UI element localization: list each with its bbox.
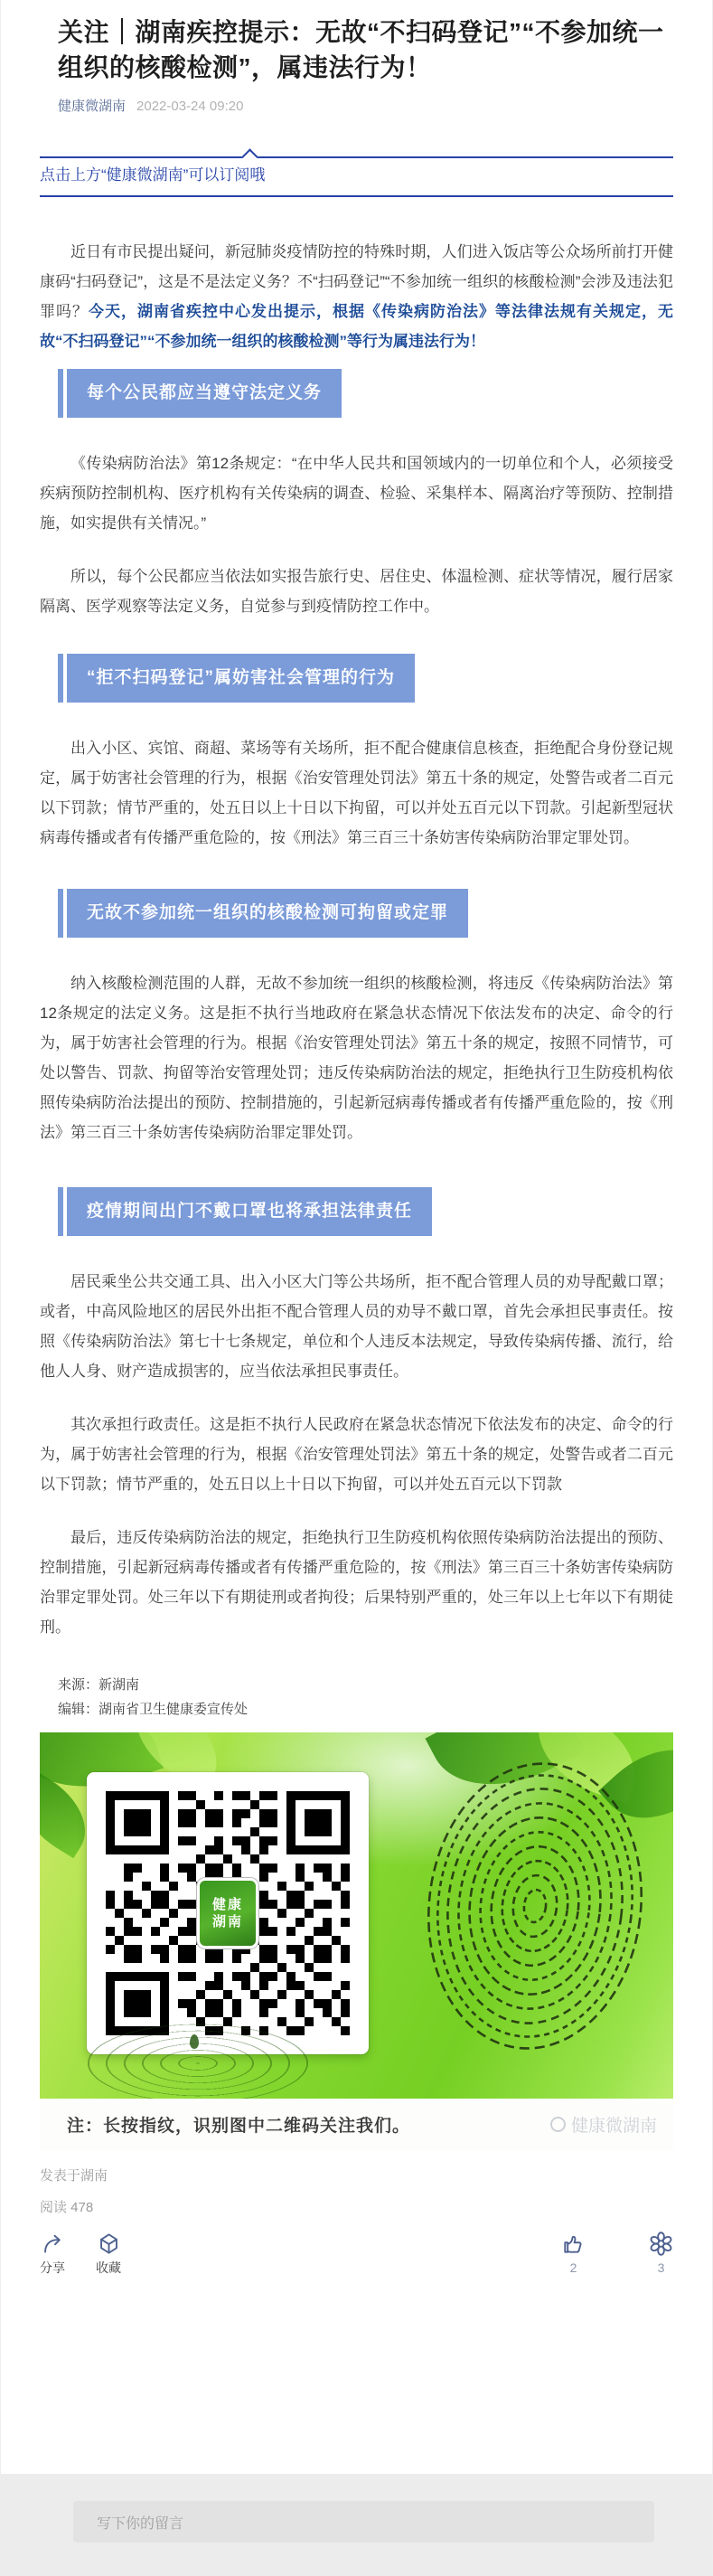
- qr-center-logo: [197, 1878, 258, 1949]
- share-arrow-icon: [41, 2232, 65, 2256]
- flower-wow-icon: [649, 2232, 673, 2256]
- section-title: 每个公民都应当遵守法定义务: [67, 369, 342, 418]
- section-header-1: [58, 369, 673, 418]
- water-ripple: [76, 2020, 320, 2107]
- publish-date: 2022-03-24 09:20: [136, 99, 244, 114]
- qr-logo-text: 健康: [211, 1897, 243, 1912]
- paragraph-mask-civil: 居民乘坐公共交通工具、出入小区大门等公共场所，拒不配合管理人员的劝导配戴口罩；或者，中高风险地区的居民外出拒不配合管理人员的劝导不戴口罩，首先会承担民事责任。按照《传染病防治法》第七十七条规定，单位和个人违反本法规定，导致传染病传播、流行，给他人人身、财产造成损害的，应当依法承担民事责任。: [40, 1273, 673, 1380]
- paragraph-mask-criminal: 最后，违反传染病防治法的规定，拒绝执行卫生防疫机构依照传染病防治法提出的预防、控制措施，引起新冠病毒传播或者有传播严重危险的，按《刑法》第三百三十条妨害传染病防治罪定罪处罚。处三年以下有期徒刑或者拘役；后果特别严重的，处三年以上七年以下有期徒刑。: [40, 1529, 673, 1636]
- account-link[interactable]: 健康微湖南: [58, 99, 127, 114]
- paragraph-intro: [40, 237, 673, 356]
- article-meta: [58, 97, 676, 116]
- section-title: 疫情期间出门不戴口罩也将承担法律责任: [67, 1187, 432, 1236]
- share-label: 分享: [40, 2260, 65, 2275]
- wow-button[interactable]: [649, 2232, 673, 2275]
- paragraph-law12: 《传染病防治法》第12条规定：“在中华人民共和国领域内的一切单位和个人，必须接受疾病预防控制机构、医疗机构有关传染病的调查、检验、采集样本、隔离治疗等预防、控制措施，如实提供有关情况。”: [40, 455, 673, 532]
- action-bar: [40, 2232, 673, 2275]
- source-line: 来源：新湖南: [58, 1677, 140, 1693]
- section-bar: [58, 889, 63, 938]
- section-header-2: [58, 654, 673, 703]
- qr-promo-image[interactable]: [40, 1732, 673, 2150]
- watermark-logo-icon: [550, 2117, 566, 2132]
- thumb-up-icon: [561, 2232, 586, 2256]
- read-count: 阅读 478: [40, 2200, 94, 2215]
- qr-code-card[interactable]: [87, 1772, 369, 2054]
- section-title: 无故不参加统一组织的核酸检测可拘留或定罪: [67, 889, 468, 938]
- wow-count: 3: [657, 2260, 665, 2275]
- figure-caption: [40, 2099, 673, 2150]
- subscribe-banner-text: 点击上方“健康微湖南”可以订阅哦: [40, 166, 266, 184]
- section-header-4: [58, 1187, 673, 1236]
- comment-section: [1, 2474, 712, 2576]
- paragraph-duty: 所以，每个公民都应当依法如实报告旅行史、居住史、体温检测、症状等情况，履行居家隔离、医学观察等法定义务，自觉参与到疫情防控工作中。: [40, 568, 673, 615]
- paragraph-nucleic-test: 纳入核酸检测范围的人群，无故不参加统一组织的核酸检测，将违反《传染病防治法》第12条规定的法定义务。这是拒不执行当地政府在紧急状态情况下依法发布的决定、命令的行为，属于妨害社会管理的行为。根据《治安管理处罚法》第五十条的规定，按照不同情节，可处以警告、罚款、拘留等治安管理处罚；违反传染病防治法的规定，拒绝执行卫生防疫机构依照传染病防治法提出的预防、控制措施的，引起新冠病毒传播或者有传播严重危险的，按《刑法》第三百三十条妨害传染病防治罪定罪处罚。: [40, 975, 673, 1141]
- watermark: [550, 2112, 657, 2137]
- editor-line: 编辑：湖南省卫生健康委宣传处: [58, 1702, 249, 1717]
- subscribe-banner[interactable]: [40, 156, 673, 197]
- paragraph-intro-normal: 近日有市民提出疑问，新冠肺炎疫情防控的特殊时期，人们进入饭店等公众场所前打开健康码“扫码登记”，这是不是法定义务？不“扫码登记”“不参加统一组织的核酸检测”会涉及违法犯罪吗？: [40, 243, 673, 320]
- caption-text: 注：长按指纹，识别图中二维码关注我们。: [67, 2117, 411, 2136]
- reaction-buttons: [561, 2232, 673, 2275]
- page-title: 关注｜湖南疾控提示：无故“不扫码登记”“不参加统一组织的核酸检测”，属违法行为！: [58, 18, 664, 81]
- gem-box-icon: [97, 2232, 121, 2256]
- favorite-button[interactable]: [96, 2232, 121, 2275]
- like-count: 2: [569, 2260, 577, 2275]
- paragraph-intro-highlight: 今天，湖南省疾控中心发出提示，根据《传染病防治法》等法律法规有关规定，无故“不扫码登记”“不参加统一组织的核酸检测”等行为属违法行为！: [40, 303, 673, 350]
- section-bar: [58, 654, 63, 703]
- comment-input[interactable]: 写下你的留言: [73, 2501, 654, 2543]
- section-bar: [58, 1187, 63, 1236]
- section-bar: [58, 369, 63, 418]
- qr-logo-text: 湖南: [211, 1914, 243, 1930]
- paragraph-mask-admin: 其次承担行政责任。这是拒不执行人民政府在紧急状态情况下依法发布的决定、命令的行为，属于妨害社会管理的行为，根据《治安管理处罚法》第五十条的规定，处警告或者二百元以下罚款；情节严重的，处五日以上十日以下拘留，可以并处五百元以下罚款: [40, 1416, 673, 1493]
- favorite-label: 收藏: [96, 2260, 121, 2275]
- like-button[interactable]: [561, 2232, 586, 2275]
- section-header-3: [58, 889, 673, 938]
- share-button[interactable]: [40, 2232, 65, 2275]
- section-title: “拒不扫码登记”属妨害社会管理的行为: [67, 654, 415, 703]
- paragraph-scan-refuse: 出入小区、宾馆、商超、菜场等有关场所，拒不配合健康信息核查，拒绝配合身份登记规定，属于妨害社会管理的行为，根据《治安管理处罚法》第五十条的规定，处警告或者二百元以下罚款；情节严重的，处五日以上十日以下拘留，可以并处五百元以下罚款。引起新型冠状病毒传播或者有传播严重危险的，按《刑法》第三百三十条妨害传染病防治罪定罪处罚。: [40, 740, 673, 846]
- fingerprint-graphic: [422, 1752, 648, 2060]
- credits: [58, 1673, 673, 1722]
- watermark-text: 健康微湖南: [570, 2117, 657, 2136]
- water-droplet: [190, 2034, 199, 2049]
- post-location: 发表于湖南: [40, 2168, 108, 2184]
- caret-up-icon: [241, 148, 258, 165]
